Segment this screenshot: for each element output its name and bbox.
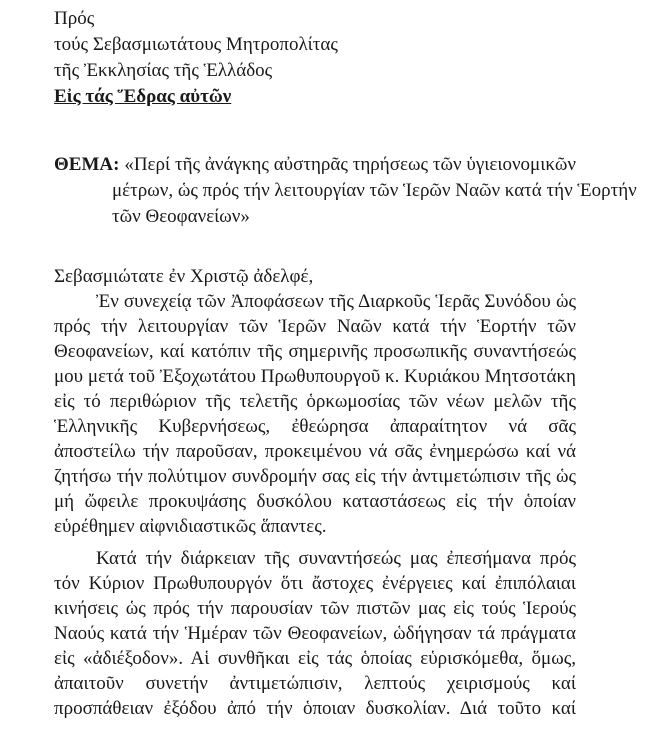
paragraph-2-line: προσπάθειαν ἐξόδου ἀπό τήν ὁποιαν δυσκολίαν. Διά τοῦτο καί xyxy=(54,698,576,719)
subject-line-3: τῶν Θεοφανείων» xyxy=(112,206,250,227)
paragraph-1-line: εὑρέθημεν αἰφνιδιαστικῶς ἅπαντες. xyxy=(54,516,327,537)
paragraph-1-line: μή ὤφειλε προκυψάσης δυσκόλου καταστάσεως εἰς τήν ὁποίαν xyxy=(54,491,576,512)
paragraph-1-line: μου μετά τοῦ Ἐξοχωτάτου Πρωθυπουργοῦ κ. Κυριάκου Μητσοτάκη xyxy=(54,366,576,387)
paragraph-2-line: Κατά τήν διάρκειαν τῆς συναντήσεώς μας ἐπεσήμανα πρός xyxy=(96,548,576,569)
subject-text-1: «Περί τῆς ἀνάγκης αὐστηρᾶς τηρήσεως τῶν ὑγιειονομικῶν xyxy=(124,154,576,175)
paragraph-2-line: Ναούς κατά τήν Ἡμέραν τῶν Θεοφανείων, ὡδήγησαν τά πράγματα xyxy=(54,623,576,644)
paragraph-1-line: πρός τήν λειτουργίαν τῶν Ἱερῶν Ναῶν κατά τήν Ἑορτήν τῶν xyxy=(54,316,576,337)
paragraph-2-line: κινήσεις ὡς πρός τήν παρουσίαν τῶν πιστῶν μας εἰς τούς Ἱερούς xyxy=(54,598,576,619)
paragraph-1-line: Ἑλληνικῆς Κυβερνήσεως, ἐθεώρησα ἀπαραίτητον νά σᾶς xyxy=(54,416,576,437)
address-line-4: Εἰς τάς Ἕδρας αὐτῶν xyxy=(54,86,232,107)
address-line-1: Πρός xyxy=(54,8,95,29)
address-line-3: τῆς Ἐκκλησίας τῆς Ἑλλάδος xyxy=(54,60,273,81)
paragraph-1-line: ἀποστείλω τήν παροῦσαν, προκειμένου νά σᾶς ἐνημερώσω καί νά xyxy=(54,441,576,462)
paragraph-1-line: εἰς τό περιθώριον τῆς τελετῆς ὁρκωμοσίας τῶν νέων μελῶν τῆς xyxy=(54,391,576,412)
paragraph-2-line: ἀπαιτοῦν συνετήν ἀντιμετώπισιν, λεπτούς χειρισμούς καί xyxy=(54,673,576,694)
paragraph-1-line: Ἐν συνεχείᾳ τῶν Ἀποφάσεων τῆς Διαρκοῦς Ἱερᾶς Συνόδου ὡς xyxy=(96,291,576,312)
paragraph-2-line: εἰς «ἀδιέξοδον». Αἱ συνθῆκαι εἰς τάς ὁποίας εὑρισκόμεθα, ὅμως, xyxy=(54,648,576,669)
paragraph-1-line: ζητήσω τήν πολύτιμον συνδρομήν σας εἰς τήν ἀντιμετώπισιν τῆς ὡς xyxy=(54,466,576,487)
subject-line-2: μέτρων, ὡς πρός τήν λειτουργίαν τῶν Ἱερῶν Ναῶν κατά τήν Ἑορτήν xyxy=(112,180,637,201)
paragraph-1-line: Θεοφανείων, καί κατόπιν τῆς σημερινῆς προσωπικῆς συναντήσεώς xyxy=(54,341,576,362)
subject-label: ΘΕΜΑ: xyxy=(54,154,120,175)
paragraph-2-line: τόν Κύριον Πρωθυπουργόν ὅτι ἄστοχες ἐνέργειες καί ἐπιπόλαιαι xyxy=(54,573,576,594)
salutation: Σεβασμιώτατε ἐν Χριστῷ ἀδελφέ, xyxy=(54,266,314,287)
subject-line-1 xyxy=(54,154,576,176)
address-line-2: τούς Σεβασμιωτάτους Μητροπολίτας xyxy=(54,34,338,55)
